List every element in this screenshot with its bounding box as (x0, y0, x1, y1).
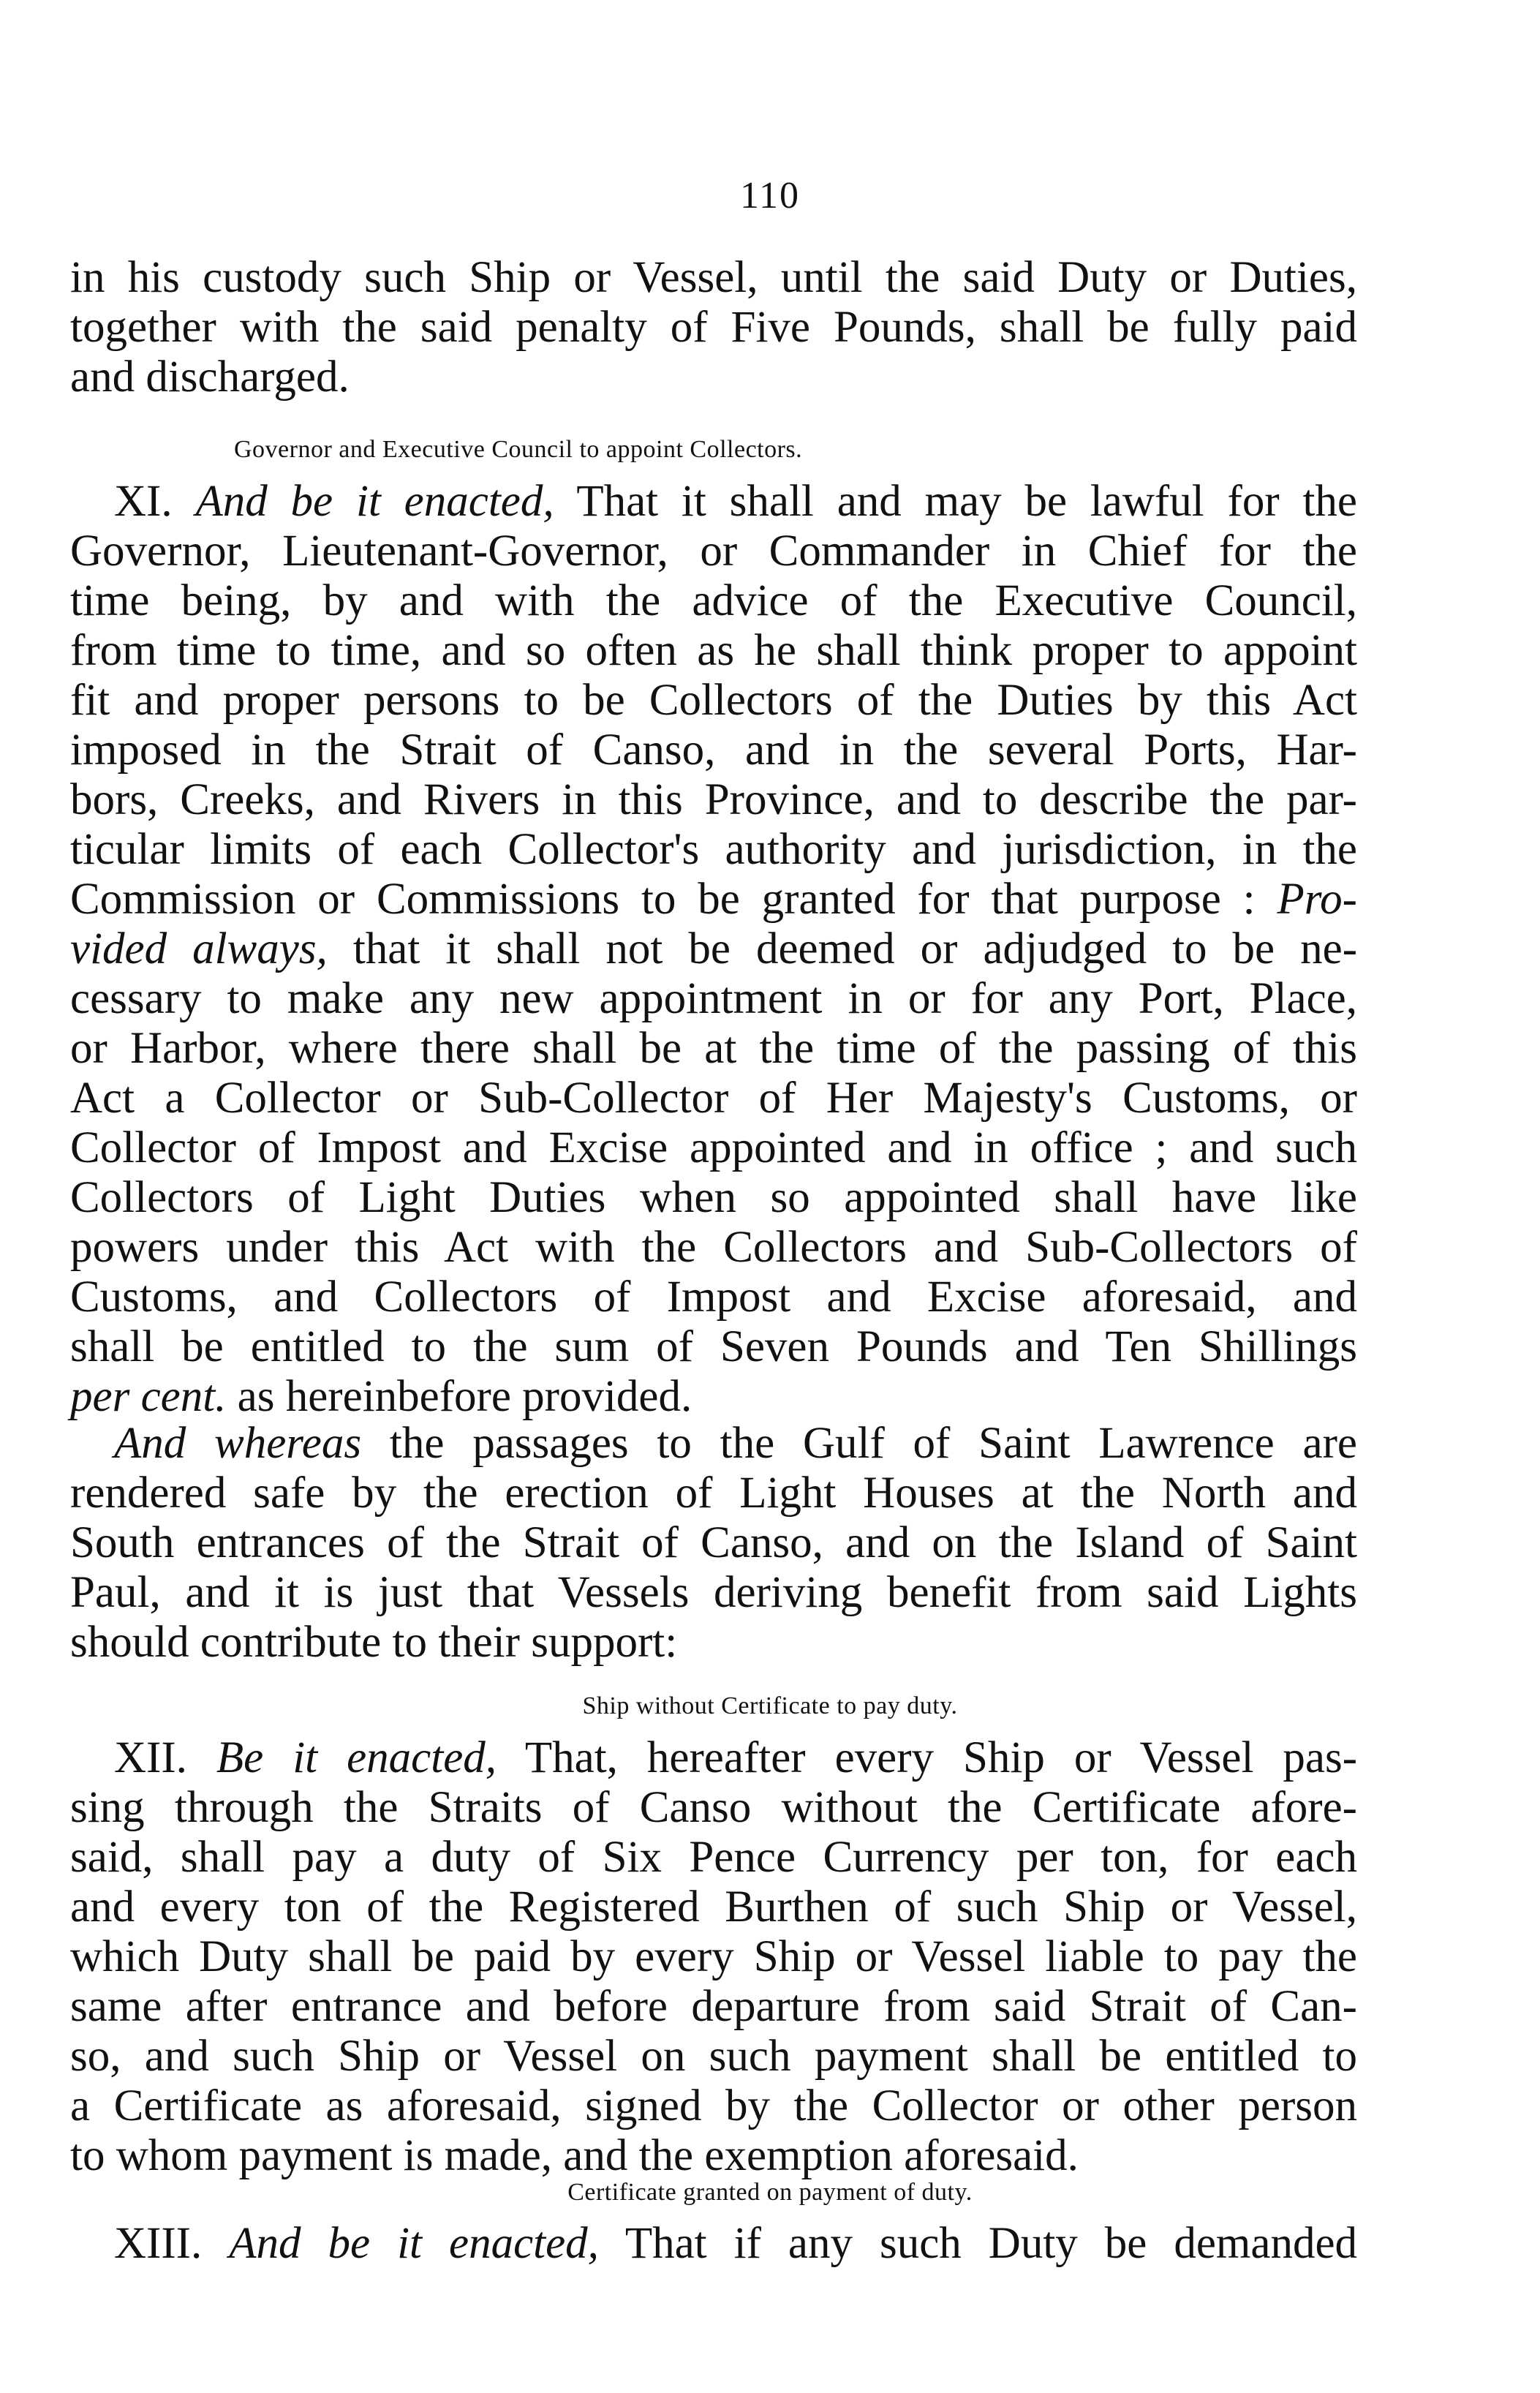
enacting-clause: And be it enacted, (229, 2219, 599, 2268)
page-number: 110 (739, 175, 801, 216)
text-line: together with the said penalty of Five Pounds, shall be fully paid (70, 303, 1357, 352)
text-line: Collector of Impost and Excise appointed and in office ; and such (70, 1123, 1357, 1172)
text-line: Paul, and it is just that Vessels deriving benefit from said Lights (70, 1568, 1357, 1617)
and-whereas-italic: And whereas (114, 1419, 362, 1468)
text-line: imposed in the Strait of Canso, and in the several Ports, Har- (70, 726, 1357, 775)
text-fragment: the passages to the Gulf of Saint Lawrence are (361, 1419, 1357, 1468)
text-line: sing through the Straits of Canso without the Certificate afore- (70, 1783, 1357, 1832)
text-line: time being, by and with the advice of the Executive Council, (70, 576, 1357, 625)
text-line: and discharged. (70, 353, 350, 402)
text-line: cessary to make any new appointment in or for any Port, Place, (70, 974, 1357, 1023)
text-line-proviso (70, 875, 1357, 924)
continuation-paragraph (70, 253, 1357, 402)
text-line: same after entrance and before departure from said Strait of Can- (70, 1982, 1357, 2031)
text-line: Governor, Lieutenant-Governor, or Commander in Chief for the (70, 527, 1357, 576)
text-line: to whom payment is made, and the exemption aforesaid. (70, 2131, 1079, 2180)
preamble-first-line (70, 1419, 1357, 1469)
text-line: ticular limits of each Collector's authority and jurisdiction, in the (70, 825, 1357, 874)
text-line: a Certificate as aforesaid, signed by the Collector or other person (70, 2081, 1357, 2130)
text-line: said, shall pay a duty of Six Pence Currency per ton, for each (70, 1833, 1357, 1882)
marginal-note-collectors: Governor and Executive Council to appoint Collectors. (234, 436, 803, 463)
text-line: should contribute to their support: (70, 1618, 678, 1667)
text-fragment: Commission or Commissions to be granted for that purpose : (70, 875, 1277, 924)
enacting-clause: Be it enacted, (216, 1733, 497, 1782)
text-fragment: that it shall not be deemed or adjudged to be ne- (327, 924, 1358, 973)
section-xii (70, 1733, 1357, 2181)
text-line: so, and such Ship or Vessel on such payment shall be entitled to (70, 2032, 1357, 2081)
text-line: Customs, and Collectors of Impost and Excise aforesaid, and (70, 1273, 1357, 1322)
preamble-paragraph (70, 1419, 1357, 1667)
text-line: Act a Collector or Sub-Collector of Her Majesty's Customs, or (70, 1074, 1357, 1123)
section-xiii-first-line (70, 2219, 1357, 2269)
text-line: in his custody such Ship or Vessel, until the said Duty or Duties, (70, 253, 1357, 302)
text-line: and every ton of the Registered Burthen of such Ship or Vessel, (70, 1883, 1357, 1932)
text-line: South entrances of the Strait of Canso, and on the Island of Saint (70, 1518, 1357, 1567)
marginal-note-certificate: Certificate granted on payment of duty. (567, 2179, 973, 2206)
text-line: from time to time, and so often as he shall think proper to appoint (70, 626, 1357, 675)
text-fragment: That it shall and may be lawful for the (554, 477, 1357, 526)
text-line-proviso-cont (70, 924, 1357, 974)
section-xiii (70, 2219, 1357, 2269)
text-line: powers under this Act with the Collectors and Sub-Collectors of (70, 1223, 1357, 1272)
text-line: bors, Creeks, and Rivers in this Province, and to describe the par- (70, 775, 1357, 824)
text-fragment: That, hereafter every Ship or Vessel pas- (497, 1733, 1358, 1782)
per-cent-italic: per cent. (70, 1372, 227, 1421)
section-numeral: XI. (114, 477, 173, 526)
proviso-italic: Pro- (1277, 875, 1357, 924)
text-line: rendered safe by the erection of Light Houses at the North and (70, 1469, 1357, 1518)
marginal-note-ship-duty: Ship without Certificate to pay duty. (582, 1692, 958, 1719)
text-line: which Duty shall be paid by every Ship or Vessel liable to pay the (70, 1932, 1357, 1981)
text-fragment: That if any such Duty be demanded (598, 2219, 1358, 2268)
proviso-italic: vided always, (70, 924, 328, 973)
section-numeral: XIII. (114, 2219, 203, 2268)
text-fragment: as hereinbefore provided. (226, 1372, 692, 1421)
text-line: or Harbor, where there shall be at the time of the passing of this (70, 1024, 1357, 1073)
text-line: Collectors of Light Duties when so appointed shall have like (70, 1173, 1357, 1222)
text-line: fit and proper persons to be Collectors of the Duties by this Act (70, 676, 1357, 725)
section-xi-first-line (70, 477, 1357, 527)
text-line: shall be entitled to the sum of Seven Pounds and Ten Shillings (70, 1322, 1357, 1371)
section-xii-first-line (70, 1733, 1357, 1783)
section-xi (70, 477, 1357, 1422)
text-line-final (70, 1372, 1357, 1422)
section-numeral: XII. (114, 1733, 187, 1782)
enacting-clause: And be it enacted, (195, 477, 554, 526)
